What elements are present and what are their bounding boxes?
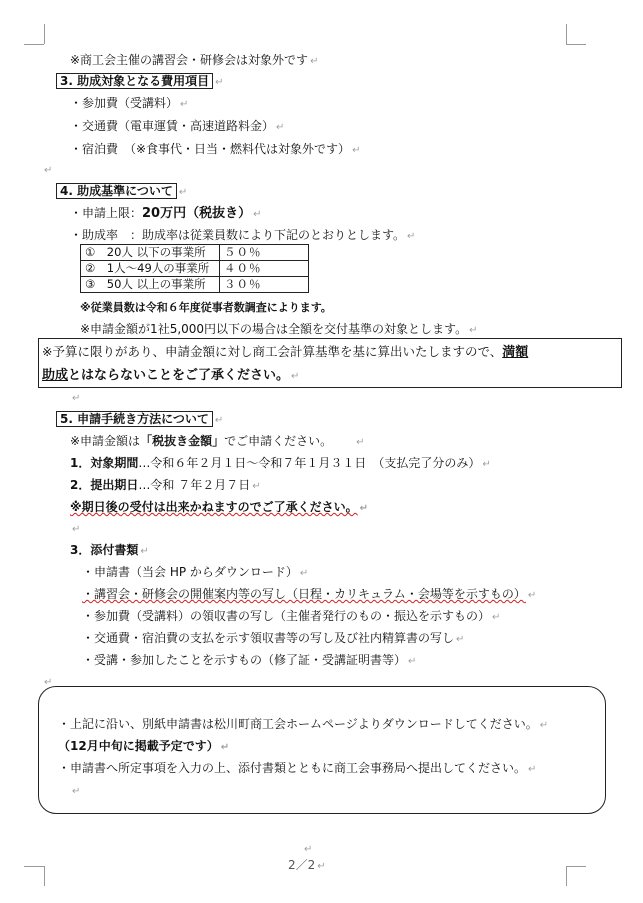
target-period: 1．対象期間…令和６年２月１日～令和７年１月３１日 （支払完了分のみ） ↵ (70, 456, 491, 470)
submission-deadline: 2．提出期日…令和 ７年２月７日 ↵ (70, 478, 261, 492)
paragraph-mark: ↵ (72, 524, 81, 535)
section-5-heading: 5. 申請手続き方法について ↵ (56, 411, 223, 429)
crop-mark-top-right (566, 44, 586, 45)
subsidy-rate-line: ・助成率 ：助成率は従業員数により下記のとおりとします。 ↵ (70, 228, 416, 242)
table-row (81, 261, 309, 277)
late-submission-note: ※期日後の受付は出来かねますのでご了承ください。 ↵ (70, 500, 369, 514)
crop-mark-top-left-v (44, 24, 45, 44)
rate-value: ４０％ (220, 261, 309, 277)
crop-mark-bottom-left (24, 866, 44, 867)
crop-mark-top-left (24, 44, 44, 45)
table-row (81, 245, 309, 261)
crop-mark-bottom-right-v (566, 866, 567, 886)
cost-item: ・宿泊費 （※食事代・日当・燃料代は対象外です） ↵ (70, 142, 361, 156)
warning-line-2: 助成とはならないことをご了承ください。 ↵ (42, 368, 300, 383)
employee-count-note: ※従業員数は令和６年度従事者数調査によります。 (80, 301, 332, 314)
attachment-item: ・講習会・研修会の開催案内等の写し（日程・カリキュラム・会場等を示すもの） ↵ (82, 587, 537, 601)
attachment-item: ・参加費（受講料）の領収書の写し（主催者発行のもの・振込を示すもの） ↵ (82, 609, 501, 623)
page-number: 2／2 ↵ (288, 858, 326, 872)
crop-mark-bottom-left-v (44, 866, 45, 886)
warning-line-1: ※予算に限りがあり、申請金額に対し商工会計算基準を基に算出いたしますので、満額 (42, 344, 529, 360)
subsidy-rate-table (80, 244, 309, 293)
small-amount-note: ※申請金額が1社5,000円以下の場合は全額を交付基準の対象とします。 ↵ (80, 322, 478, 336)
seminar-note: ※商工会主催の講習会・研修会は対象外です ↵ (70, 53, 319, 67)
posting-schedule-note: （12月中旬に掲載予定です） ↵ (58, 739, 230, 753)
attachment-item: ・交通費・宿泊費の支払を示す領収書等の写し及び社内精算書の写し ↵ (82, 631, 465, 645)
rate-label: ② 1人～49人の事業所 (81, 261, 220, 277)
attachments-heading: 3．添付書類 ↵ (70, 543, 149, 557)
paragraph-mark: ↵ (304, 844, 313, 855)
section-4-heading: 4. 助成基準について ↵ (56, 183, 187, 201)
attachment-item: ・申請書（当会 HP からダウンロード） ↵ (82, 565, 309, 579)
paragraph-mark: ↵ (44, 165, 53, 176)
crop-mark-top-right-v (566, 24, 567, 44)
rate-label: ① 20人 以下の事業所 (81, 245, 220, 261)
table-row (81, 277, 309, 293)
paragraph-mark: ↵ (72, 786, 81, 797)
cost-item: ・参加費（受講料） ↵ (70, 96, 189, 110)
tax-note: ※申請金額は「税抜き金額」でご申請ください。 ↵ (70, 434, 365, 448)
cost-item: ・交通費（電車運賃・高速道路料金） ↵ (70, 119, 285, 133)
download-instruction: ・上記に沿い、別紙申請書は松川町商工会ホームページよりダウンロードしてください。 ↵ (58, 717, 549, 731)
paragraph-mark: ↵ (72, 393, 81, 404)
rate-value: ５０％ (220, 245, 309, 261)
crop-mark-bottom-right (566, 866, 586, 867)
rate-value: ３０％ (220, 277, 309, 293)
section-3-heading: 3. 助成対象となる費用項目 ↵ (56, 73, 223, 91)
paragraph-mark: ↵ (44, 677, 53, 688)
attachment-item: ・受講・参加したことを示すもの（修了証・受講証明書等） ↵ (82, 653, 417, 667)
application-limit: ・申請上限：20万円（税抜き） ↵ (70, 206, 262, 221)
rate-label: ③ 50人 以上の事業所 (81, 277, 220, 293)
submission-instruction: ・申請書へ所定事項を入力の上、添付書類とともに商工会事務局へ提出してください。 ↵ (58, 761, 537, 775)
